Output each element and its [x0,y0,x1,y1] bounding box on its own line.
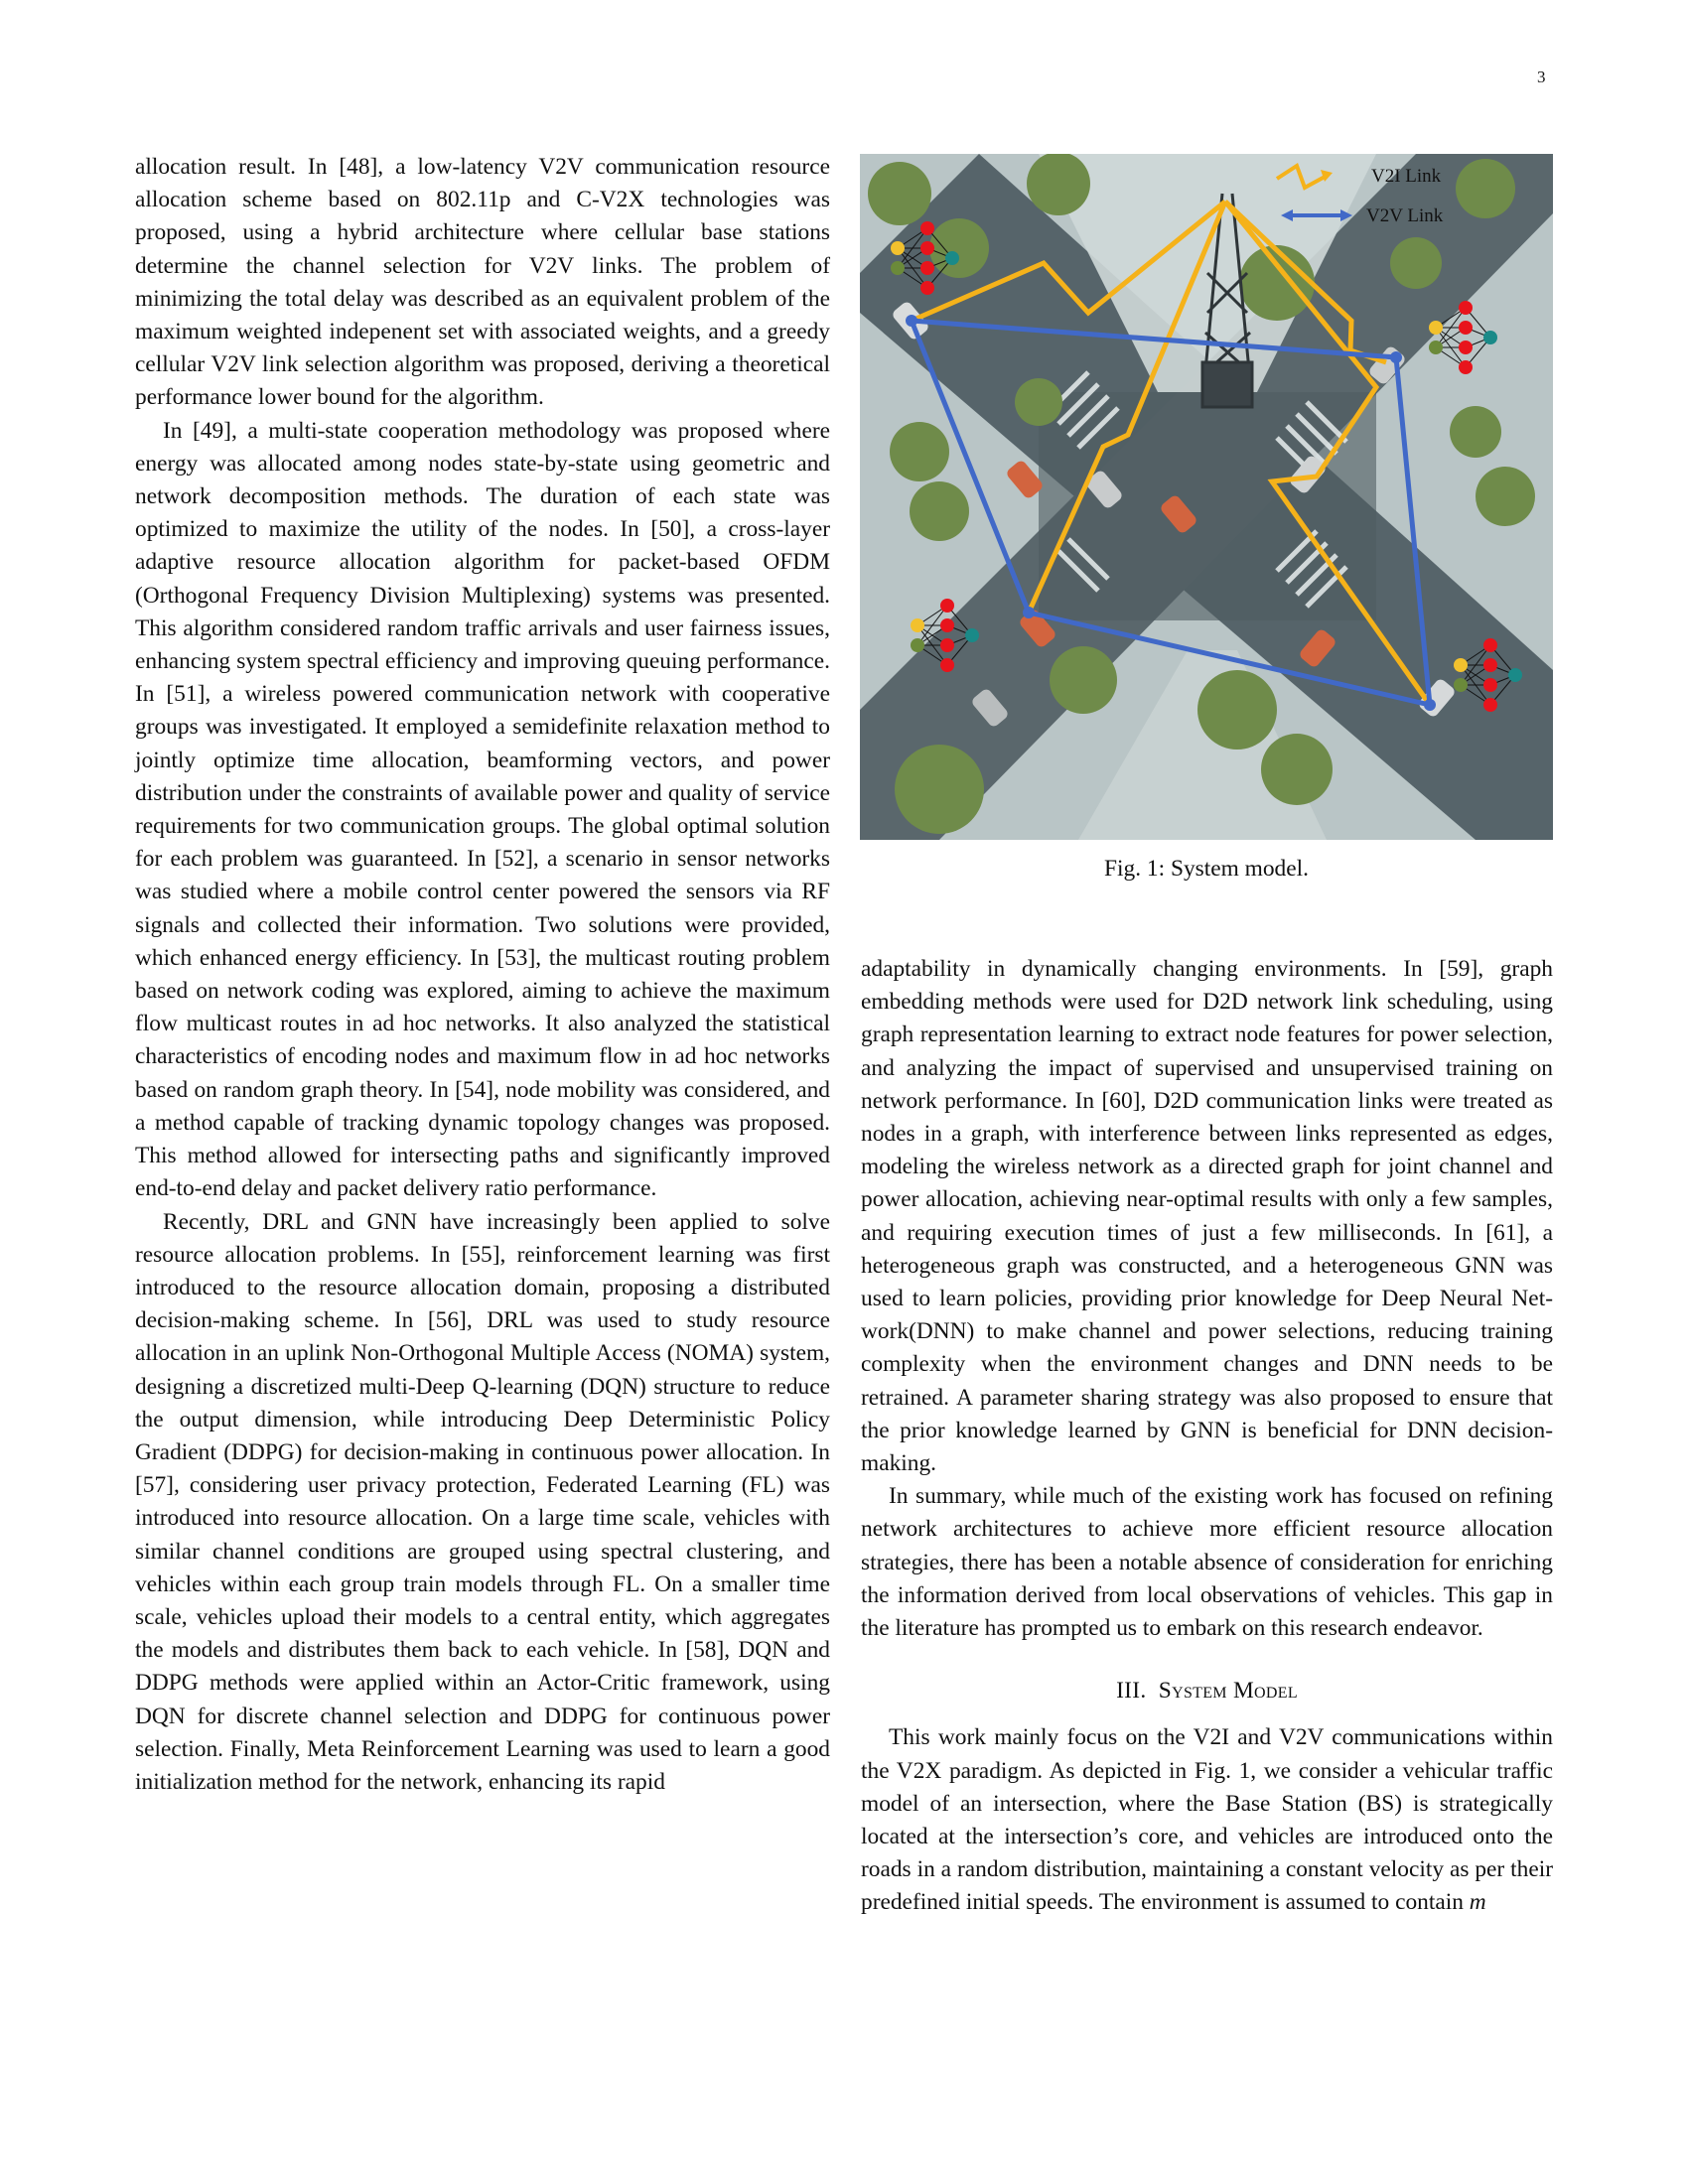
page-number: 3 [1537,68,1546,86]
paragraph: adaptability in dynamically changing environments. In [59], graph embedding methods were used for D2D network link scheduling, using graph representation learning to extract node features for power selection, and analyzing the impact of supervised and unsupervised training on network performance. In [60], D2D communication links were treated as nodes in a graph, with interference between links represented as edges, modeling the wireless network as a directed graph for joint channel and power allocation, achieving near-optimal results with only a few samples, and requiring execution times of just a few milliseconds. In [61], a heterogeneous graph was constructed, and a heterogeneous GNN was used to learn policies, providing prior knowledge for Deep Neural Network(DNN) to make channel and power selections, reducing training complexity when the environment changes and DNN needs to be retrained. A parameter sharing strategy was also proposed to ensure that the prior knowledge learned by GNN is beneficial for DNN decision-making. [861,956,1553,1477]
v2v-link-label: V2V Link [1366,205,1444,226]
section-heading [861,1675,1553,1707]
paragraph: Recently, DRL and GNN have increasingly been applied to solve resource allocation problems. In [55], reinforcement learning was first introduced to the resource allocation domain, proposing a distributed decision-making scheme. In [56], DRL was used to study resource allocation in an uplink Non-Orthogonal Multiple Access (NOMA) system, designing a discretized multi-Deep Q-learning (DQN) structure to reduce the output dimension, while introducing Deep Deterministic Policy Gradient (DDPG) for decision-making in continuous power allocation. In [57], considering user privacy protection, Federated Learning (FL) was introduced into resource allocation. On a large time scale, vehicles with similar channel conditions are grouped using spectral clustering, and vehicles within each group train models through FL. On a smaller time scale, vehicles upload their models to a central entity, which aggregates the models and distributes them back to each vehicle. In [58], DQN and DDPG methods were applied within an Actor-Critic framework, using DQN for discrete channel selection and DDPG for continuous power selection. Finally, Meta Reinforcement Learning was used to learn a good initialization method for the network, enhancing its rapid [135,1208,830,1795]
section-title: System Model [1158,1678,1298,1705]
section-number: III. [1116,1678,1147,1705]
paragraph: allocation result. In [48], a low-latency V2V communication resource allocation scheme based on 802.11p and C-V2X technologies was proposed, using a hybrid architecture where cellular base stations determine the channel selection for V2V links. The problem of minimizing the total delay was described as an equivalent problem of the maximum weighted indepenent set with associated weights, and a greedy cellular V2V link selection algorithm was proposed, deriving a theoretical performance lower bound for the algorithm. [135,154,830,411]
paragraph-text: This work mainly focus on the V2I and V2V communications within the V2X paradigm. As depicted in Fig. 1, we consider a vehicular traffic model of an intersection, where the Base Station (BS) is strategically located at the intersection’s core, and vehicles are introduced onto the roads in a random distribution, maintaining a constant velocity as per their predefined initial speeds. The environment is assumed to contain [861,1724,1553,1916]
system-model-figure [860,154,1553,840]
right-column [861,953,1553,1920]
v2i-link-label: V2I Link [1371,166,1442,187]
paragraph: In [49], a multi-state cooperation methodology was proposed where energy was allocated among nodes state-by-state using geometric and network decomposition methods. The duration of each state was optimized to maximize the utility of the nodes. In [50], a cross-layer adaptive resource allocation algorithm for packet-based OFDM (Orthogonal Frequency Division Multiplexing) systems was presented. This algorithm considered random traffic arrivals and user fairness issues, enhancing system spectral efficiency and improving queuing performance. In [51], a wireless powered communication network with cooperative groups was investigated. It employed a semidefinite relaxation method to jointly optimize time allocation, beamforming vectors, and power distribution under the constraints of available power and quality of service requirements for two communication groups. The global optimal solution for each problem was guaranteed. In [52], a scenario in sensor networks was studied where a mobile control center powered the sensors via RF signals and collected their information. Two solutions were provided, which enhanced energy efficiency. In [53], the multicast routing problem based on network coding was explored, aiming to achieve the maximum flow multicast routes in ad hoc networks. It also analyzed the statistical characteristics of encoding nodes and maximum flow in ad hoc networks based on random graph theory. In [54], node mobility was considered, and a method capable of tracking dynamic topology changes was proposed. This method allowed for intersecting paths and significantly improved end-to-end delay and packet delivery ratio performance. [135,417,830,1202]
paragraph: In summary, while much of the existing work has focused on refining network architectures to achieve more efficient resource allocation strategies, there has been a notable absence of consideration for enriching the information derived from local observations of vehicles. This gap in the literature has prompted us to embark on this research endeavor. [861,1483,1553,1642]
figure-caption: Fig. 1: System model. [1104,856,1309,882]
left-column [135,151,830,1799]
math-variable: m [1469,1889,1486,1916]
paragraph [861,1721,1553,1919]
